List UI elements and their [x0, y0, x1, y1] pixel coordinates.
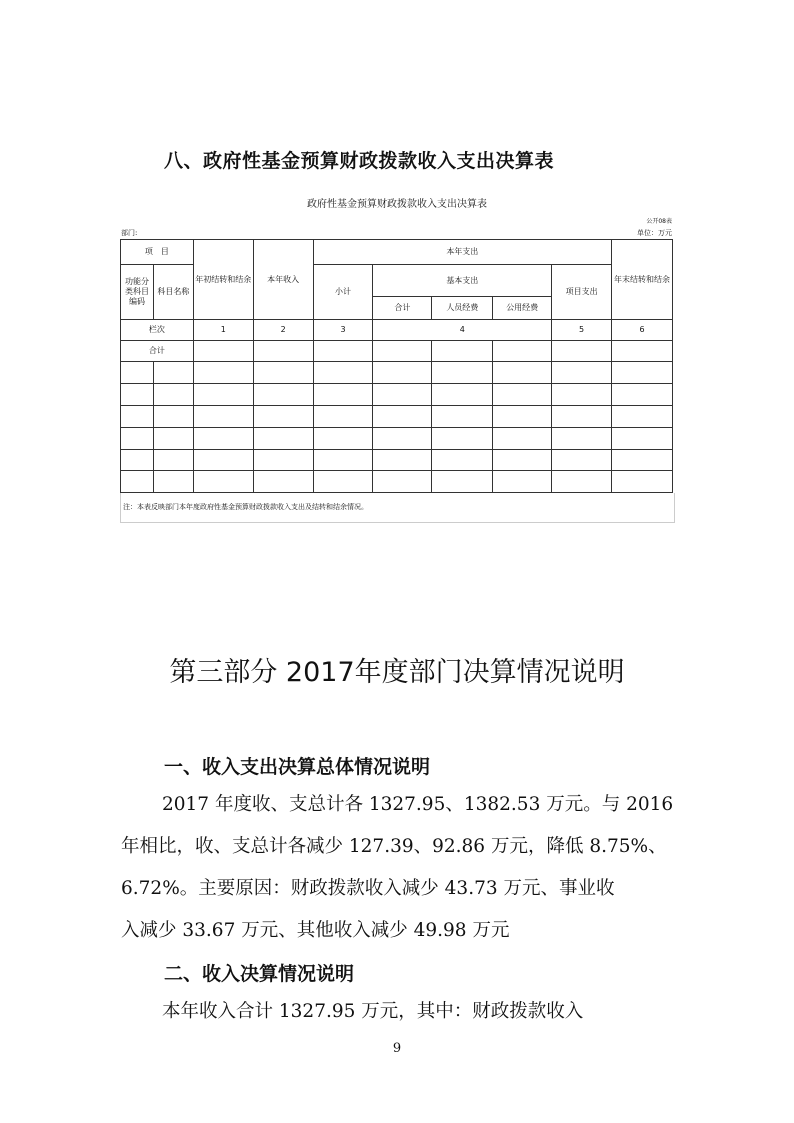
section-2-title: 二、收入决算情况说明 — [164, 963, 355, 985]
col-num-4: 4 — [373, 320, 552, 341]
department-label: 部门: — [121, 229, 138, 237]
header-income: 本年收入 — [253, 240, 313, 320]
header-func-code: 功能分类科目编码 — [121, 265, 154, 320]
header-expense: 本年支出 — [313, 240, 611, 265]
table-note: 注：本表反映部门本年度政府性基金预算财政拨款收入支出及结转和结余情况。 — [120, 493, 675, 523]
table-row — [121, 428, 673, 450]
table-row — [121, 384, 673, 406]
col-num-1: 1 — [193, 320, 253, 341]
form-number: 公开08表 — [646, 218, 672, 225]
table-row — [121, 406, 673, 428]
col-num-6: 6 — [612, 320, 673, 341]
section-1-paragraph-cont — [121, 826, 673, 952]
col-num-3: 3 — [313, 320, 373, 341]
unit-label: 单位：万元 — [637, 229, 672, 237]
section-1-title: 一、收入支出决算总体情况说明 — [164, 756, 431, 778]
header-public: 公用经费 — [493, 297, 552, 320]
page-number: 9 — [392, 1041, 402, 1056]
fund-budget-table — [120, 239, 673, 493]
section-heading-8: 八、政府性基金预算财政拨款收入支出决算表 — [164, 150, 555, 172]
header-begin-balance: 年初结转和结余 — [193, 240, 253, 320]
col-num-5: 5 — [552, 320, 612, 341]
section-1-paragraph — [121, 784, 673, 826]
paragraph-line: 本年收入合计 1327.95 万元，其中：财政拨款收入 — [162, 1001, 584, 1022]
header-item: 项 目 — [121, 240, 194, 265]
paragraph-line: 2017 年度收、支总计各 1327.95、1382.53 万元。与 2016 — [162, 794, 674, 815]
header-total: 合计 — [373, 297, 432, 320]
paragraph-line: 年相比，收、支总计各减少 127.39、92.86 万元，降低 8.75%、 — [121, 836, 667, 857]
col-num-2: 2 — [253, 320, 313, 341]
part-title: 第三部分 2017年度部门决算情况说明 — [169, 657, 625, 688]
paragraph-line: 入减少 33.67 万元、其他收入减少 49.98 万元 — [121, 920, 510, 941]
header-personnel: 人员经费 — [432, 297, 493, 320]
column-label: 栏次 — [121, 320, 194, 341]
table-row — [121, 450, 673, 471]
total-row-label: 合计 — [121, 341, 194, 362]
header-subtotal: 小计 — [313, 265, 373, 320]
paragraph-line: 6.72%。主要原因：财政拨款收入减少 43.73 万元、事业收 — [121, 878, 615, 899]
table-row — [121, 471, 673, 493]
table-caption: 政府性基金预算财政拨款收入支出决算表 — [307, 199, 487, 210]
header-end-balance: 年末结转和结余 — [612, 240, 673, 320]
header-basic: 基本支出 — [373, 265, 552, 297]
section-2-paragraph — [121, 991, 673, 1033]
header-subject-name: 科目名称 — [153, 265, 193, 320]
table-row — [121, 362, 673, 384]
header-project: 项目支出 — [552, 265, 612, 320]
table-row — [121, 341, 673, 362]
